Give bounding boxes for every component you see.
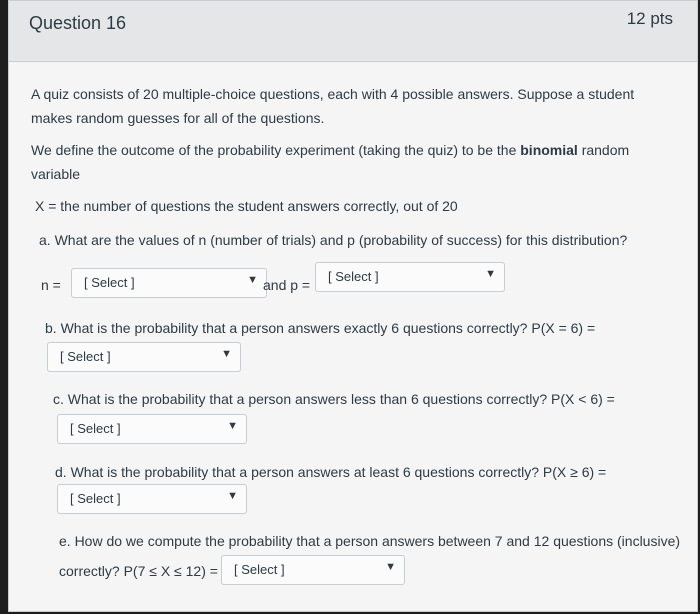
intro-line-3-post: random	[577, 142, 630, 158]
p-select[interactable]	[315, 262, 505, 292]
binomial-emphasis: binomial	[520, 142, 578, 158]
part-b-select-value: [ Select ]	[60, 349, 111, 364]
part-b-select[interactable]	[47, 342, 241, 372]
question-points: 12 pts	[626, 9, 673, 28]
chevron-down-icon: ▼	[221, 348, 232, 360]
question-title: Question 16	[29, 13, 127, 33]
part-b-question: b. What is the probability that a person answers exactly 6 questions correctly? P(X = 6) =	[45, 320, 596, 336]
question-header	[9, 1, 697, 62]
intro-line-3-pre: We define the outcome of the probability experiment (taking the quiz) to be the	[31, 142, 521, 158]
chevron-down-icon: ▼	[227, 420, 238, 432]
intro-line-2: makes random guesses for all of the questions.	[31, 110, 325, 126]
chevron-down-icon: ▼	[227, 490, 238, 502]
part-d-select-value: [ Select ]	[70, 491, 121, 506]
part-a-question: a. What are the values of n (number of trials) and p (probability of success) for this distribution?	[39, 232, 628, 248]
part-e-select[interactable]	[221, 555, 405, 585]
part-c-question: c. What is the probability that a person answers less than 6 questions correctly? P(X < 6) =	[53, 391, 615, 407]
part-c-select[interactable]	[57, 414, 247, 444]
part-e-question-line-2: correctly? P(7 ≤ X ≤ 12) =	[59, 563, 218, 579]
p-select-value: [ Select ]	[328, 269, 379, 284]
part-d-select[interactable]	[57, 484, 247, 514]
part-d-question: d. What is the probability that a person answers at least 6 questions correctly? P(X ≥ 6) =	[55, 464, 607, 480]
part-e-question-line-1: e. How do we compute the probability that a person answers between 7 and 12 questions (inclusive)	[59, 533, 681, 549]
chevron-down-icon: ▼	[247, 274, 258, 286]
quiz-question-card	[8, 0, 698, 612]
chevron-down-icon: ▼	[385, 561, 396, 573]
and-p-label: and p =	[263, 277, 311, 293]
part-e-select-value: [ Select ]	[234, 562, 285, 577]
n-select-value: [ Select ]	[84, 275, 135, 290]
part-c-select-value: [ Select ]	[70, 421, 121, 436]
intro-line-4: variable	[31, 166, 81, 182]
n-label: n =	[41, 277, 61, 293]
random-variable-definition: X = the number of questions the student answers correctly, out of 20	[35, 198, 458, 214]
intro-line-3	[31, 140, 629, 160]
question-body	[9, 62, 697, 611]
n-select[interactable]	[71, 268, 267, 298]
intro-line-1: A quiz consists of 20 multiple-choice questions, each with 4 possible answers. Suppose a student	[31, 86, 635, 102]
chevron-down-icon: ▼	[485, 268, 496, 280]
